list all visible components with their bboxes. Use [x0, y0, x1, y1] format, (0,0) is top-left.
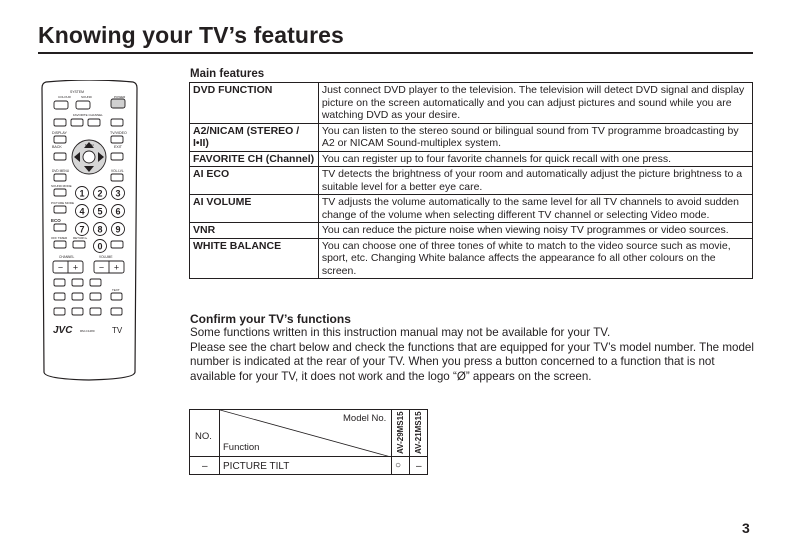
feature-description: TV detects the brightness of your room and automatically adjust the picture brightness to a suitable level for a better eye care.	[318, 167, 752, 195]
remote-text-label: TEXT	[112, 288, 120, 292]
remote-channel-plus: +	[72, 262, 79, 273]
feature-description: You can listen to the stereo sound or bilingual sound from TV programme broadcasting by A2 or NICAM Sound-multiplex system.	[318, 123, 752, 151]
chart-function-header: Function	[223, 442, 260, 453]
feature-name: VNR	[190, 223, 319, 239]
chart-model-name: AV-21MS15	[414, 411, 423, 454]
feature-name: DVD FUNCTION	[190, 83, 319, 124]
feature-name: AI VOLUME	[190, 195, 319, 223]
remote-sound-button	[76, 101, 90, 109]
feature-name: A2/NICAM (STEREO / I•II)	[190, 123, 319, 151]
remote-volume-minus: −	[98, 262, 105, 273]
remote-exit-label: EXIT	[114, 145, 122, 149]
remote-power-button	[111, 99, 125, 108]
chart-model-header: Model No.	[343, 413, 387, 424]
remote-display-label: DISPLAY	[52, 131, 67, 135]
remote-system-label: SYSTEM	[70, 90, 84, 94]
remote-digit-4: 4	[79, 206, 85, 217]
confirm-functions-heading: Confirm your TV’s functions	[190, 312, 351, 326]
remote-model-label: RM-C1280	[80, 329, 95, 333]
remote-digit-5: 5	[97, 206, 103, 217]
title-rule	[38, 52, 753, 54]
remote-channel-label: CHANNEL	[59, 255, 75, 259]
confirm-paragraph: Some functions written in this instruction manual may not be available for your TV.	[190, 326, 611, 339]
table-row	[190, 238, 753, 279]
main-features-table	[189, 82, 753, 279]
remote-sound-label: SOUND	[81, 95, 92, 99]
chart-divider	[409, 410, 410, 474]
remote-channel-minus: −	[57, 262, 64, 273]
feature-description: TV adjusts the volume automatically to the same level for all TV channels to avoid sudden change of the volume when selecting different TV channel or selecting Video mode.	[318, 195, 752, 223]
remote-back-label: BACK	[52, 145, 62, 149]
remote-digit-8: 8	[97, 224, 103, 235]
remote-picturemode-label: PICTURE MODE	[51, 201, 75, 205]
confirm-functions-body	[190, 326, 760, 384]
remote-digit-0: 0	[97, 241, 103, 252]
remote-volume-label: VOLUME	[99, 255, 113, 259]
remote-digit-2: 2	[97, 188, 103, 199]
remote-control-illustration	[40, 80, 139, 381]
remote-return-label: RETURN+	[73, 236, 88, 240]
main-features-heading: Main features	[190, 68, 265, 80]
remote-offtimer-label: OFF TIMER	[51, 236, 68, 240]
chart-row-function: PICTURE TILT	[223, 461, 290, 472]
function-model-chart	[189, 409, 428, 475]
table-row	[190, 167, 753, 195]
table-row	[190, 195, 753, 223]
remote-dvdmenu-label: DVD MENU	[52, 169, 70, 173]
table-row	[190, 151, 753, 167]
remote-digit-3: 3	[115, 188, 121, 199]
remote-ok-button	[83, 151, 95, 163]
confirm-paragraph: Please see the chart below and check the functions that are equipped for your TV’s model number. The model number is indicated at the rear of your TV. When you press a button concerned to a function that is not available for your TV, it does not work and the logo “Ø” appears on the screen.	[190, 340, 754, 383]
remote-eco-label: ECO	[51, 218, 61, 223]
remote-digit-1: 1	[79, 188, 85, 199]
chart-no-header: NO.	[195, 431, 212, 442]
remote-volume-plus: +	[113, 262, 120, 273]
chart-row-value: ○	[395, 460, 402, 471]
remote-tvvideo-label: TV/VIDEO	[110, 131, 127, 135]
remote-favorite-label: FAVORITE CHANNEL	[73, 113, 103, 117]
remote-menu-label: MENU	[85, 143, 94, 147]
remote-brand-logo: JVC	[53, 325, 73, 336]
remote-colour-button	[54, 101, 68, 109]
remote-soundmode-label: SOUND MODE	[51, 184, 72, 188]
chart-divider	[391, 410, 392, 474]
page-title: Knowing your TV’s features	[38, 22, 344, 48]
remote-vol-label: VOL.LVL	[111, 169, 124, 173]
remote-colour-label: COLOUR	[58, 95, 71, 99]
table-row	[190, 83, 753, 124]
remote-tv-label: TV	[112, 326, 123, 335]
page-number: 3	[742, 520, 750, 536]
chart-row-no: –	[202, 461, 208, 472]
remote-digit-7: 7	[79, 224, 85, 235]
remote-control-drawing	[40, 80, 139, 381]
remote-power-label: POWER	[114, 95, 126, 99]
feature-description: Just connect DVD player to the television. The television will detect DVD signal and display picture on the screen automatically and you can adjust pictures and sound while you are watching DVD as your desire.	[318, 83, 752, 124]
chart-model-name: AV-29MS15	[396, 411, 405, 454]
table-row	[190, 223, 753, 239]
feature-name: FAVORITE CH (Channel)	[190, 151, 319, 167]
remote-digit-9: 9	[115, 224, 121, 235]
remote-digit-6: 6	[115, 206, 121, 217]
chart-row-value: –	[416, 461, 422, 472]
feature-description: You can register up to four favorite channels for quick recall with one press.	[318, 151, 752, 167]
feature-name: AI ECO	[190, 167, 319, 195]
feature-description: You can reduce the picture noise when viewing noisy TV programmes or video sources.	[318, 223, 752, 239]
table-row	[190, 123, 753, 151]
feature-description: You can choose one of three tones of white to match to the video source such as movie, sport, etc. Changing White balance affects the appearance fo all other colours on the screen.	[318, 238, 752, 279]
feature-name: WHITE BALANCE	[190, 238, 319, 279]
